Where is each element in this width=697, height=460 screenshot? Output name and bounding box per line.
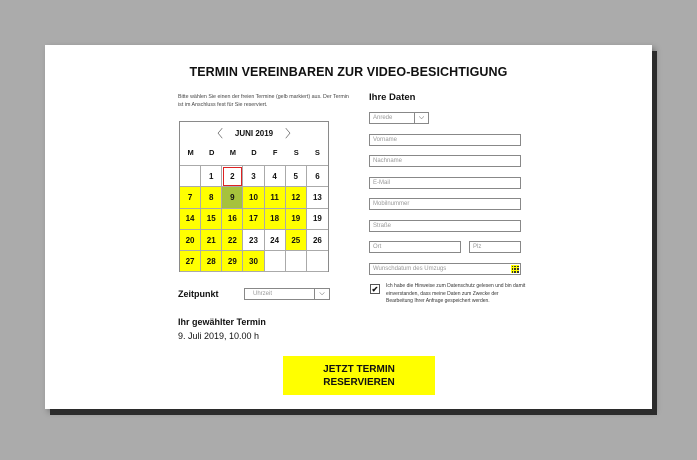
calendar-day: 26: [307, 230, 328, 251]
prev-month-button[interactable]: 〈: [211, 128, 223, 140]
calendar-day[interactable]: 29: [222, 251, 243, 272]
zeitpunkt-label: Zeitpunkt: [178, 289, 219, 299]
city-field[interactable]: Ort: [369, 241, 461, 253]
calendar-day[interactable]: 19: [286, 209, 307, 230]
reserve-button-line1: JETZT TERMIN: [323, 363, 395, 375]
chevron-down-icon[interactable]: ⌵: [314, 289, 329, 299]
calendar-day[interactable]: 14: [180, 209, 201, 230]
weekday-label: D: [209, 148, 215, 157]
reserve-button[interactable]: [283, 356, 435, 395]
calendar-day: 2: [222, 166, 243, 187]
calendar-day[interactable]: 10: [243, 187, 264, 208]
mobile-field[interactable]: Mobilnummer: [369, 198, 521, 210]
calendar-day[interactable]: 15: [201, 209, 222, 230]
form-heading: Ihre Daten: [369, 92, 416, 103]
first-name-field[interactable]: Vorname: [369, 134, 521, 146]
last-name-field[interactable]: Nachname: [369, 155, 521, 167]
calendar-day[interactable]: 25: [286, 230, 307, 251]
next-month-button[interactable]: 〉: [285, 128, 297, 140]
intro-text: Bitte wählen Sie einen der freien Termine (gelb markiert) aus. Der Termin ist im Anschluss fest für Sie reserviert.: [178, 94, 349, 108]
weekday-label: S: [314, 148, 320, 157]
consent-checkbox[interactable]: ✔: [371, 285, 379, 294]
moving-date-field[interactable]: [369, 263, 521, 275]
calendar-empty-cell: [180, 166, 201, 187]
weekday-label: D: [251, 148, 257, 157]
calendar-day[interactable]: 18: [265, 209, 286, 230]
calendar-day: 4: [265, 166, 286, 187]
chosen-appointment-value: 9. Juli 2019, 10.00 h: [178, 331, 260, 341]
consent-text: Ich habe die Hinweise zum Datenschutz gelesen und bin damit einverstanden, dass meine Daten zum Zwecke der Bearbeitung Ihrer Anfrage gespeichert werden.: [386, 283, 526, 304]
email-field[interactable]: E-Mail: [369, 177, 521, 189]
calendar-day[interactable]: 11: [265, 187, 286, 208]
calendar-empty-cell: [307, 251, 328, 272]
weekday-label: F: [272, 148, 278, 157]
reserve-button-line2: RESERVIEREN: [323, 376, 395, 388]
weekday-row: [180, 148, 328, 157]
calendar-day: 3: [243, 166, 264, 187]
time-select[interactable]: [244, 288, 330, 300]
calendar-day[interactable]: 7: [180, 187, 201, 208]
calendar-month: JUNI 2019: [234, 128, 274, 138]
weekday-label: M: [229, 148, 236, 157]
calendar-day[interactable]: 8: [201, 187, 222, 208]
street-field[interactable]: Straße: [369, 220, 521, 232]
calendar-day[interactable]: 28: [201, 251, 222, 272]
calendar-day: 6: [307, 166, 328, 187]
calendar-day: 19: [307, 209, 328, 230]
salutation-placeholder: Anrede: [373, 115, 393, 121]
zip-field[interactable]: Plz: [469, 241, 521, 253]
weekday-label: M: [187, 148, 194, 157]
weekday-label: S: [293, 148, 299, 157]
time-select-placeholder: Uhrzeit: [253, 291, 273, 297]
calendar-day[interactable]: 27: [180, 251, 201, 272]
calendar-icon[interactable]: [511, 265, 519, 273]
page-title: TERMIN VEREINBAREN ZUR VIDEO-BESICHTIGUNG: [189, 65, 508, 79]
calendar-day[interactable]: 20: [180, 230, 201, 251]
calendar-day: 24: [265, 230, 286, 251]
calendar-grid: [180, 165, 328, 272]
salutation-select[interactable]: [369, 112, 429, 124]
calendar-day[interactable]: 30: [243, 251, 264, 272]
calendar-empty-cell: [265, 251, 286, 272]
calendar-empty-cell: [286, 251, 307, 272]
calendar: [179, 121, 329, 272]
booking-card: [45, 45, 652, 409]
calendar-day: 23: [243, 230, 264, 251]
chosen-appointment-label: Ihr gewählter Termin: [178, 317, 266, 327]
calendar-day: 1: [201, 166, 222, 187]
calendar-day[interactable]: 9: [222, 187, 243, 208]
calendar-day[interactable]: 22: [222, 230, 243, 251]
chevron-down-icon[interactable]: ⌵: [414, 113, 428, 123]
calendar-header: [180, 125, 328, 141]
calendar-day[interactable]: 16: [222, 209, 243, 230]
calendar-day[interactable]: 12: [286, 187, 307, 208]
calendar-day[interactable]: 21: [201, 230, 222, 251]
calendar-day: 13: [307, 187, 328, 208]
moving-date-placeholder: Wunschdatum des Umzugs: [373, 266, 447, 272]
calendar-day[interactable]: 17: [243, 209, 264, 230]
calendar-day: 5: [286, 166, 307, 187]
